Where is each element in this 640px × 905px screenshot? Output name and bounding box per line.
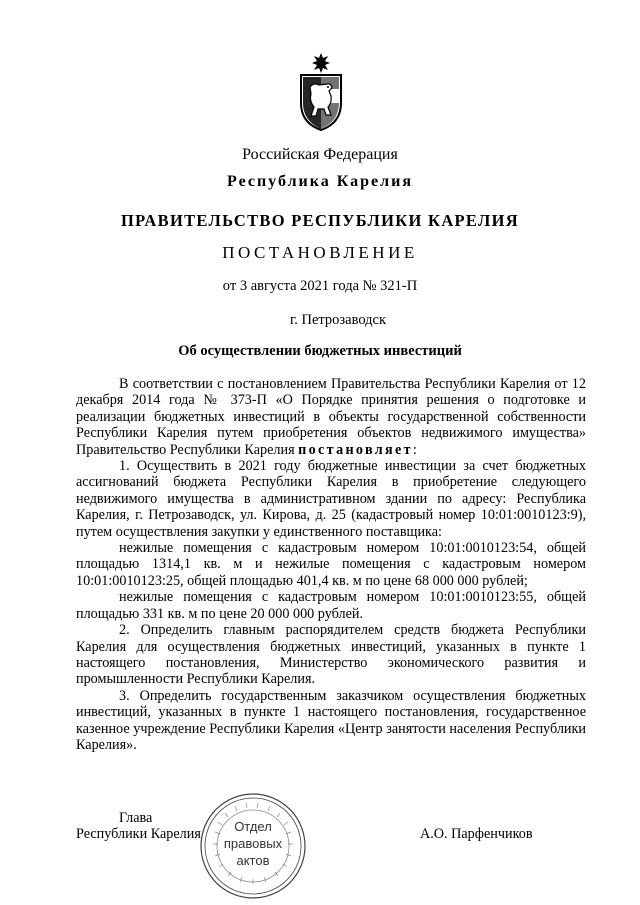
document-body: [76, 376, 586, 753]
stamp-line-1: Отдел: [234, 819, 272, 834]
document-date-number: от 3 августа 2021 года № 321-П: [222, 278, 418, 294]
paragraph-1a: нежилые помещения с кадастровым номером 10:01:0010123:54, общей площадью 1314,1 кв. м и нежилые помещения с кадастровым номером 10:01:0010123:25, общей площадью 401,4 кв. м по цене 68 000 000 рублей;: [76, 540, 586, 589]
signature-organization: Республики Карелия: [76, 826, 201, 842]
decree-word: постановляет: [298, 441, 413, 458]
paragraph-1: 1. Осуществить в 2021 году бюджетные инвестиции за счет бюджетных ассигнований бюджета Республики Карелия в приобретение следующего недвижимого имущества в административном здании по адресу: Республика Карелия, г. Петрозаводск, ул. Кирова, д. 25 (кадастровый номер 10:01:0010123:9), путем осуществления закупки у единственного поставщика:: [76, 458, 586, 540]
republic-heading: Республика Карелия: [227, 173, 413, 190]
federation-heading: Российская Федерация: [242, 146, 398, 163]
decree-colon: :: [412, 441, 417, 458]
paragraph-1b: нежилые помещения с кадастровым номером 10:01:0010123:55, общей площадью 331 кв. м по цене 20 000 000 рублей.: [76, 589, 586, 622]
signature-name: А.О. Парфенчиков: [420, 826, 533, 842]
stamp-line-3: актов: [236, 853, 270, 868]
government-heading: ПРАВИТЕЛЬСТВО РЕСПУБЛИКИ КАРЕЛИЯ: [121, 211, 519, 230]
stamp-line-2: правовых: [223, 836, 283, 851]
document-place: г. Петрозаводск: [289, 312, 387, 328]
document-type: ПОСТАНОВЛЕНИЕ: [222, 243, 418, 262]
preamble-paragraph: [76, 376, 586, 458]
preamble-text: В соответствии с постановлением Правительства Республики Карелия от 12 декабря 2014 года № 373-П «О Порядке принятия решения о подготовке и реализации бюджетных инвестиций в объекты государственной собственности Республики Карелия путем приобретения объектов недвижимого имущества» Правительство Республики Карелия: [76, 376, 586, 458]
legal-department-stamp: [198, 792, 308, 900]
karelia-coat-of-arms-icon: [298, 53, 344, 131]
paragraph-2: 2. Определить главным распорядителем средств бюджета Республики Карелия для осуществления бюджетных инвестиций, указанных в пункте 1 настоящего постановления, Министерство экономического развития и промышленности Республики Карелия.: [76, 622, 586, 688]
document-title: Об осуществлении бюджетных инвестиций: [178, 343, 462, 359]
signature-title: Глава: [119, 810, 153, 826]
paragraph-3: 3. Определить государственным заказчиком осуществления бюджетных инвестиций, указанных в пункте 1 настоящего постановления, государственное казенное учреждение Республики Карелия «Центр занятости населения Республики Карелия».: [76, 687, 586, 753]
